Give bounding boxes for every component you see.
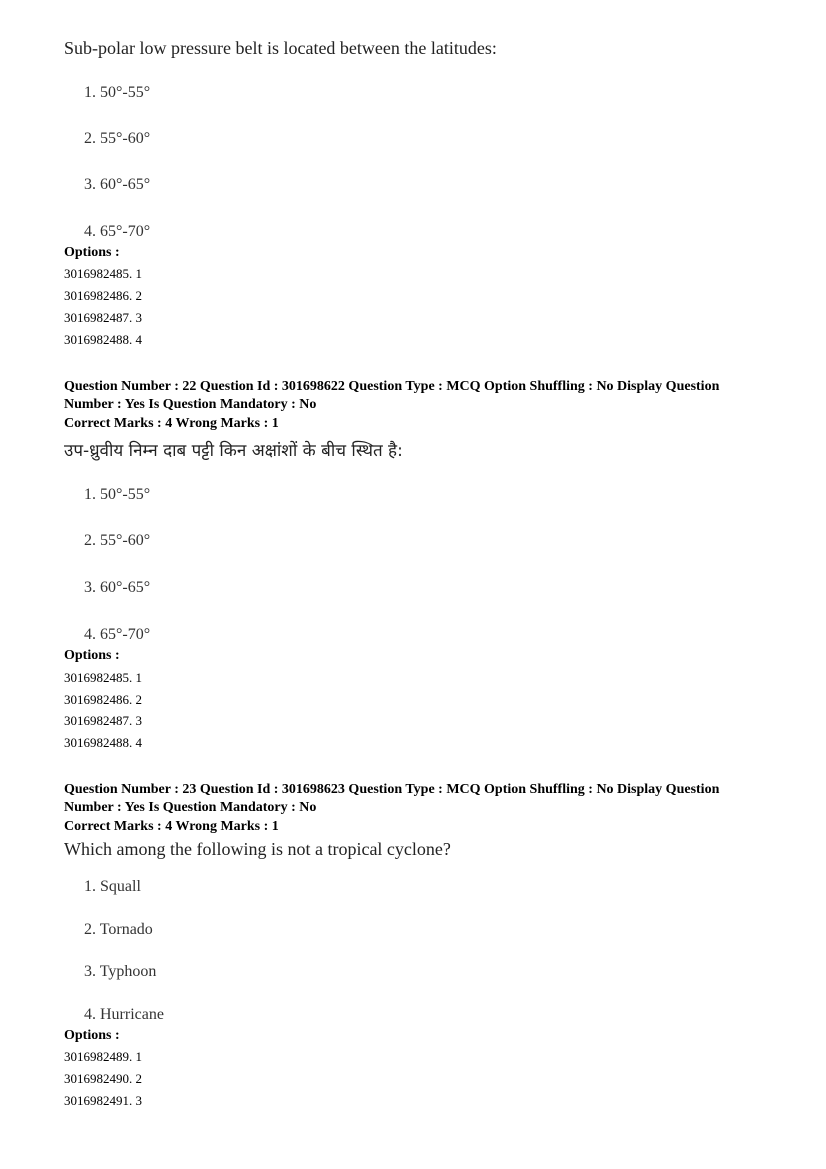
question-text: Which among the following is not a tropical cyclone? bbox=[64, 839, 451, 859]
question-text: Sub-polar low pressure belt is located between the latitudes: bbox=[64, 38, 497, 58]
question-header: Number : Yes Is Question Mandatory : No bbox=[64, 397, 317, 412]
question-header: Number : Yes Is Question Mandatory : No bbox=[64, 800, 317, 815]
option-id: 3016982486. 2 bbox=[64, 692, 142, 707]
choice: 3. 60°-65° bbox=[84, 176, 151, 193]
choice: 3. Typhoon bbox=[84, 963, 157, 980]
option-id: 3016982485. 1 bbox=[64, 266, 142, 281]
option-id: 3016982487. 3 bbox=[64, 310, 142, 325]
marks-line: Correct Marks : 4 Wrong Marks : 1 bbox=[64, 819, 279, 834]
choice: 1. 50°-55° bbox=[84, 84, 151, 101]
choice: 4. Hurricane bbox=[84, 1006, 164, 1023]
question-text: उप-ध्रुवीय निम्न दाब पट्टी किन अक्षांशों के बीच स्थित है: bbox=[64, 441, 403, 461]
choice: 1. 50°-55° bbox=[84, 486, 151, 503]
choice: 4. 65°-70° bbox=[84, 223, 151, 240]
option-id: 3016982488. 4 bbox=[64, 332, 142, 347]
options-label: Options : bbox=[64, 245, 120, 260]
choice: 2. Tornado bbox=[84, 921, 153, 938]
question-header: Question Number : 22 Question Id : 301698622 Question Type : MCQ Option Shuffling : No Display Question bbox=[64, 379, 720, 394]
choice: 4. 65°-70° bbox=[84, 626, 151, 643]
option-id: 3016982491. 3 bbox=[64, 1093, 142, 1108]
options-label: Options : bbox=[64, 648, 120, 663]
choice: 3. 60°-65° bbox=[84, 579, 151, 596]
choice: 2. 55°-60° bbox=[84, 532, 151, 549]
marks-line: Correct Marks : 4 Wrong Marks : 1 bbox=[64, 416, 279, 431]
option-id: 3016982490. 2 bbox=[64, 1071, 142, 1086]
option-id: 3016982487. 3 bbox=[64, 713, 142, 728]
option-id: 3016982489. 1 bbox=[64, 1049, 142, 1064]
question-header: Question Number : 23 Question Id : 301698623 Question Type : MCQ Option Shuffling : No Display Question bbox=[64, 782, 720, 797]
option-id: 3016982485. 1 bbox=[64, 670, 142, 685]
options-label: Options : bbox=[64, 1028, 120, 1043]
choice: 1. Squall bbox=[84, 878, 141, 895]
option-id: 3016982486. 2 bbox=[64, 288, 142, 303]
option-id: 3016982488. 4 bbox=[64, 735, 142, 750]
choice: 2. 55°-60° bbox=[84, 130, 151, 147]
